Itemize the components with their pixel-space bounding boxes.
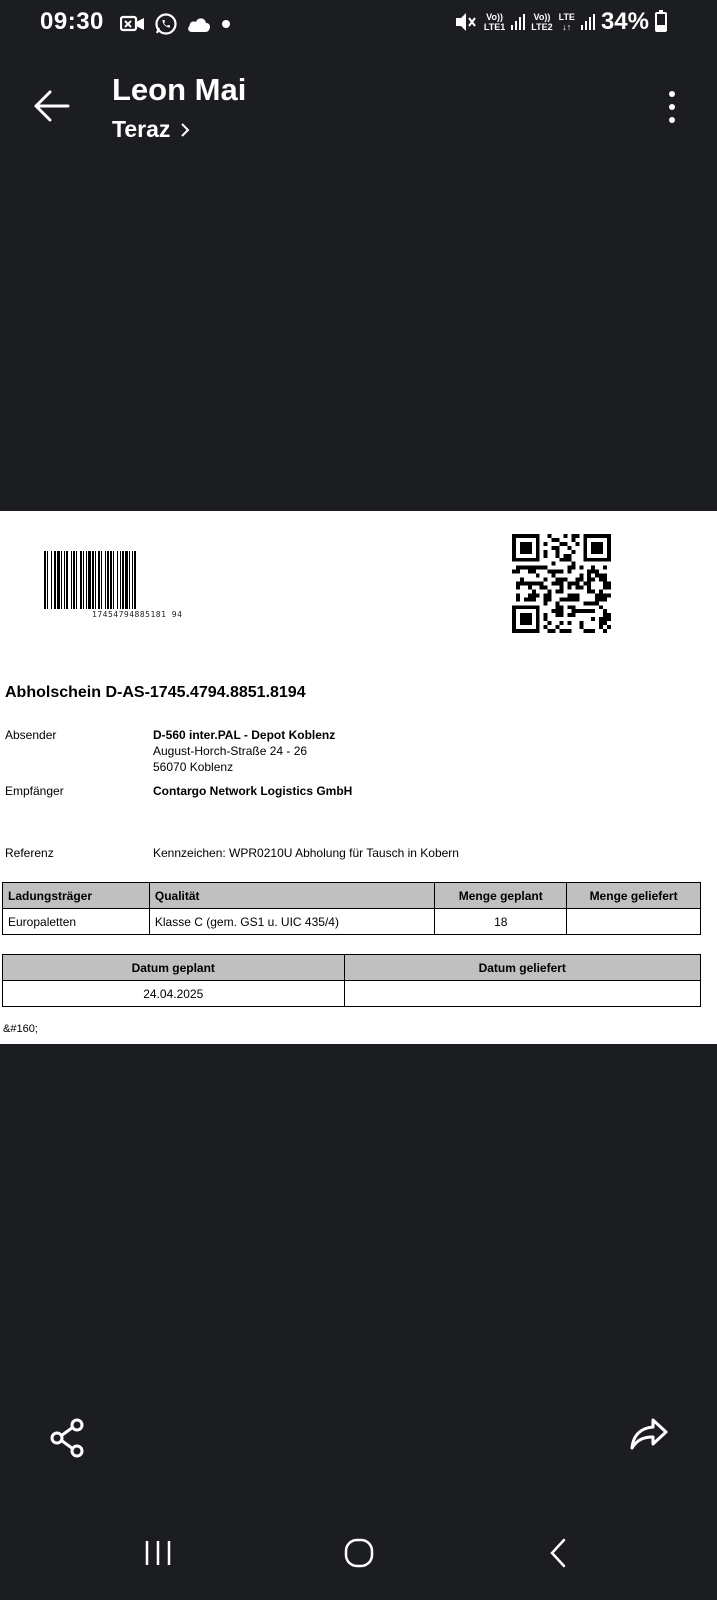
table-header: Ladungsträger (3, 883, 150, 909)
table-cell (567, 909, 701, 935)
recent-apps-icon[interactable] (143, 1539, 173, 1567)
battery-fill (657, 25, 665, 30)
sender-address (153, 727, 335, 775)
table-header: Menge geliefert (567, 883, 701, 909)
signal1-icon (511, 14, 525, 30)
mute-icon (454, 11, 478, 33)
document-image[interactable] (0, 511, 717, 1044)
more-options-icon[interactable] (665, 90, 679, 124)
table-cell: 24.04.2025 (3, 981, 345, 1007)
share-icon[interactable] (49, 1418, 85, 1458)
date-table (2, 954, 701, 1007)
table-header-row (3, 883, 701, 909)
battery-percent: 34% (600, 8, 649, 35)
nav-back-icon[interactable] (548, 1538, 568, 1568)
contact-name: Leon Mai (112, 72, 247, 107)
trailing-entity-text: &#160; (3, 1023, 38, 1035)
sender-name: D-560 inter.PAL - Depot Koblenz (153, 728, 336, 742)
status-bar (0, 0, 717, 48)
table-cell (344, 981, 700, 1007)
sender-city: 56070 Koblenz (153, 760, 234, 774)
table-cell: Klasse C (gem. GS1 u. UIC 435/4) (149, 909, 434, 935)
table-header: Datum geplant (3, 955, 345, 981)
status-time: 09:30 (40, 8, 104, 35)
video-call-icon (120, 14, 146, 34)
status-right (454, 8, 667, 36)
barcode-image (44, 551, 239, 609)
table-header: Datum geliefert (344, 955, 700, 981)
table-header: Qualität (149, 883, 434, 909)
table-row (3, 909, 701, 935)
document-title: Abholschein D-AS-1745.4794.8851.8194 (5, 684, 306, 701)
table-row (3, 981, 701, 1007)
table-cell: Europaletten (3, 909, 150, 935)
notification-icons (120, 12, 232, 36)
sender-label: Absender (5, 728, 57, 742)
home-icon[interactable] (344, 1538, 374, 1568)
forward-icon[interactable] (629, 1416, 669, 1452)
signal2-icon (581, 14, 595, 30)
chevron-right-icon (180, 122, 190, 138)
network1-label: Vo)) LTE1 (483, 12, 506, 32)
reference-value: Kennzeichen: WPR0210U Abholung für Tausch in Kobern (153, 846, 459, 860)
time-label: Teraz (112, 116, 171, 142)
barcode-number: 17454794885181 94 (92, 610, 183, 619)
recipient-label: Empfänger (5, 784, 64, 798)
qr-code-image (512, 534, 611, 633)
time-label-link[interactable] (112, 116, 190, 143)
table-header: Menge geplant (435, 883, 567, 909)
sender-street: August-Horch-Straße 24 - 26 (153, 744, 308, 758)
recipient-name: Contargo Network Logistics GmbH (153, 784, 353, 798)
back-arrow-icon[interactable] (32, 88, 72, 124)
network2-type: LTE ↓↑ (558, 12, 575, 32)
whatsapp-icon (154, 12, 178, 36)
table-cell: 18 (435, 909, 567, 935)
cloud-icon (186, 15, 212, 33)
network2-label: Vo)) LTE2 (531, 12, 553, 32)
battery-icon (655, 12, 667, 32)
table-header-row (3, 955, 701, 981)
reference-label: Referenz (5, 846, 54, 860)
dot-icon (220, 18, 232, 30)
load-carrier-table (2, 882, 701, 935)
